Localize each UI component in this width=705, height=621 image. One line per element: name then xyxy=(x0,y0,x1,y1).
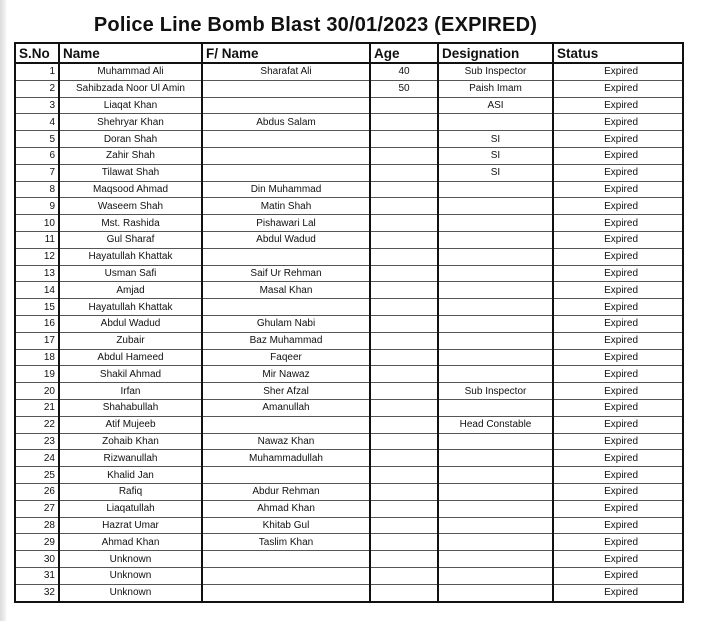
cell-status: Expired xyxy=(553,80,683,97)
cell-age: 50 xyxy=(370,80,438,97)
cell-age: 40 xyxy=(370,63,438,80)
cell-sno: 22 xyxy=(15,416,59,433)
cell-sno: 24 xyxy=(15,450,59,467)
cell-name: Sahibzada Noor Ul Amin xyxy=(59,80,202,97)
table-row xyxy=(15,483,683,500)
table-row xyxy=(15,567,683,584)
cell-father-name: Matin Shah xyxy=(202,198,370,215)
cell-sno: 18 xyxy=(15,349,59,366)
cell-status: Expired xyxy=(553,181,683,198)
cell-name: Abdul Hameed xyxy=(59,349,202,366)
victims-table xyxy=(14,42,684,603)
cell-age xyxy=(370,231,438,248)
cell-name: Irfan xyxy=(59,383,202,400)
cell-father-name xyxy=(202,467,370,484)
cell-father-name: Muhammadullah xyxy=(202,450,370,467)
cell-designation xyxy=(438,181,553,198)
cell-age xyxy=(370,97,438,114)
cell-status: Expired xyxy=(553,534,683,551)
cell-designation: Head Constable xyxy=(438,416,553,433)
cell-name: Khalid Jan xyxy=(59,467,202,484)
cell-designation xyxy=(438,282,553,299)
table-row xyxy=(15,315,683,332)
cell-name: Zohaib Khan xyxy=(59,433,202,450)
cell-age xyxy=(370,517,438,534)
table-row xyxy=(15,534,683,551)
cell-age xyxy=(370,215,438,232)
cell-father-name: Sher Afzal xyxy=(202,383,370,400)
cell-age xyxy=(370,366,438,383)
cell-age xyxy=(370,383,438,400)
cell-status: Expired xyxy=(553,114,683,131)
cell-name: Amjad xyxy=(59,282,202,299)
table-row xyxy=(15,114,683,131)
cell-designation xyxy=(438,231,553,248)
cell-sno: 21 xyxy=(15,399,59,416)
cell-name: Abdul Wadud xyxy=(59,315,202,332)
cell-designation: Sub Inspector xyxy=(438,383,553,400)
cell-father-name: Mir Nawaz xyxy=(202,366,370,383)
cell-father-name: Nawaz Khan xyxy=(202,433,370,450)
cell-father-name xyxy=(202,551,370,568)
cell-status: Expired xyxy=(553,383,683,400)
cell-designation: Sub Inspector xyxy=(438,63,553,80)
cell-father-name xyxy=(202,131,370,148)
cell-name: Doran Shah xyxy=(59,131,202,148)
cell-status: Expired xyxy=(553,584,683,601)
cell-father-name xyxy=(202,299,370,316)
table-row xyxy=(15,399,683,416)
cell-status: Expired xyxy=(553,399,683,416)
page-edge xyxy=(0,0,6,621)
cell-status: Expired xyxy=(553,416,683,433)
cell-sno: 31 xyxy=(15,567,59,584)
cell-age xyxy=(370,181,438,198)
cell-father-name: Sharafat Ali xyxy=(202,63,370,80)
cell-designation xyxy=(438,584,553,601)
cell-status: Expired xyxy=(553,467,683,484)
cell-designation xyxy=(438,551,553,568)
cell-father-name: Abdus Salam xyxy=(202,114,370,131)
cell-father-name: Pishawari Lal xyxy=(202,215,370,232)
cell-sno: 28 xyxy=(15,517,59,534)
table-row xyxy=(15,299,683,316)
cell-sno: 2 xyxy=(15,80,59,97)
cell-sno: 6 xyxy=(15,147,59,164)
cell-father-name xyxy=(202,97,370,114)
cell-sno: 17 xyxy=(15,332,59,349)
table-row xyxy=(15,97,683,114)
cell-status: Expired xyxy=(553,315,683,332)
cell-father-name: Saif Ur Rehman xyxy=(202,265,370,282)
cell-designation xyxy=(438,483,553,500)
table-body xyxy=(15,63,683,602)
cell-age xyxy=(370,416,438,433)
cell-age xyxy=(370,534,438,551)
col-header-age: Age xyxy=(370,43,438,63)
cell-age xyxy=(370,450,438,467)
cell-status: Expired xyxy=(553,349,683,366)
cell-sno: 11 xyxy=(15,231,59,248)
table-row xyxy=(15,63,683,80)
cell-designation xyxy=(438,399,553,416)
cell-designation xyxy=(438,567,553,584)
cell-name: Unknown xyxy=(59,584,202,601)
cell-status: Expired xyxy=(553,517,683,534)
cell-age xyxy=(370,164,438,181)
cell-father-name: Taslim Khan xyxy=(202,534,370,551)
col-header-father-name: F/ Name xyxy=(202,43,370,63)
cell-age xyxy=(370,265,438,282)
col-header-designation: Designation xyxy=(438,43,553,63)
cell-status: Expired xyxy=(553,147,683,164)
cell-name: Hayatullah Khattak xyxy=(59,248,202,265)
cell-status: Expired xyxy=(553,215,683,232)
cell-status: Expired xyxy=(553,282,683,299)
table-row xyxy=(15,147,683,164)
cell-age xyxy=(370,551,438,568)
cell-age xyxy=(370,399,438,416)
cell-name: Muhammad Ali xyxy=(59,63,202,80)
cell-name: Hayatullah Khattak xyxy=(59,299,202,316)
cell-designation: SI xyxy=(438,147,553,164)
cell-sno: 12 xyxy=(15,248,59,265)
cell-status: Expired xyxy=(553,450,683,467)
cell-name: Hazrat Umar xyxy=(59,517,202,534)
col-header-status: Status xyxy=(553,43,683,63)
cell-age xyxy=(370,584,438,601)
cell-status: Expired xyxy=(553,299,683,316)
table-row xyxy=(15,467,683,484)
cell-designation: SI xyxy=(438,131,553,148)
cell-name: Shakil Ahmad xyxy=(59,366,202,383)
cell-designation xyxy=(438,467,553,484)
table-row xyxy=(15,433,683,450)
cell-name: Maqsood Ahmad xyxy=(59,181,202,198)
cell-father-name xyxy=(202,164,370,181)
cell-status: Expired xyxy=(553,265,683,282)
cell-designation xyxy=(438,500,553,517)
cell-name: Atif Mujeeb xyxy=(59,416,202,433)
cell-status: Expired xyxy=(553,231,683,248)
col-header-sno: S.No xyxy=(15,43,59,63)
cell-designation xyxy=(438,114,553,131)
cell-father-name: Abdur Rehman xyxy=(202,483,370,500)
cell-name: Waseem Shah xyxy=(59,198,202,215)
cell-sno: 1 xyxy=(15,63,59,80)
cell-sno: 13 xyxy=(15,265,59,282)
cell-father-name xyxy=(202,80,370,97)
cell-designation xyxy=(438,215,553,232)
cell-status: Expired xyxy=(553,131,683,148)
cell-age xyxy=(370,567,438,584)
cell-name: Tilawat Shah xyxy=(59,164,202,181)
cell-father-name: Abdul Wadud xyxy=(202,231,370,248)
table-row xyxy=(15,131,683,148)
cell-age xyxy=(370,332,438,349)
cell-status: Expired xyxy=(553,97,683,114)
cell-name: Ahmad Khan xyxy=(59,534,202,551)
cell-name: Liaqatullah xyxy=(59,500,202,517)
cell-status: Expired xyxy=(553,500,683,517)
cell-designation xyxy=(438,332,553,349)
table-row xyxy=(15,349,683,366)
cell-father-name xyxy=(202,584,370,601)
cell-sno: 23 xyxy=(15,433,59,450)
cell-name: Mst. Rashida xyxy=(59,215,202,232)
cell-sno: 10 xyxy=(15,215,59,232)
cell-name: Zubair xyxy=(59,332,202,349)
cell-father-name: Khitab Gul xyxy=(202,517,370,534)
cell-age xyxy=(370,147,438,164)
cell-age xyxy=(370,500,438,517)
cell-status: Expired xyxy=(553,433,683,450)
cell-sno: 25 xyxy=(15,467,59,484)
cell-designation xyxy=(438,265,553,282)
col-header-name: Name xyxy=(59,43,202,63)
cell-status: Expired xyxy=(553,483,683,500)
table-row xyxy=(15,551,683,568)
table-row xyxy=(15,80,683,97)
cell-father-name: Ahmad Khan xyxy=(202,500,370,517)
table-row xyxy=(15,282,683,299)
cell-designation: Paish Imam xyxy=(438,80,553,97)
header-row xyxy=(15,43,683,63)
table-row xyxy=(15,383,683,400)
cell-sno: 19 xyxy=(15,366,59,383)
cell-sno: 9 xyxy=(15,198,59,215)
cell-age xyxy=(370,483,438,500)
cell-age xyxy=(370,433,438,450)
cell-father-name: Amanullah xyxy=(202,399,370,416)
cell-father-name: Baz Muhammad xyxy=(202,332,370,349)
cell-sno: 7 xyxy=(15,164,59,181)
cell-age xyxy=(370,198,438,215)
cell-name: Shahabullah xyxy=(59,399,202,416)
cell-designation xyxy=(438,450,553,467)
cell-sno: 5 xyxy=(15,131,59,148)
cell-designation xyxy=(438,299,553,316)
cell-status: Expired xyxy=(553,551,683,568)
cell-designation xyxy=(438,248,553,265)
cell-sno: 14 xyxy=(15,282,59,299)
cell-father-name: Din Muhammad xyxy=(202,181,370,198)
table-row xyxy=(15,265,683,282)
table-row xyxy=(15,584,683,601)
cell-sno: 30 xyxy=(15,551,59,568)
cell-designation xyxy=(438,315,553,332)
table-row xyxy=(15,500,683,517)
cell-father-name: Masal Khan xyxy=(202,282,370,299)
cell-status: Expired xyxy=(553,198,683,215)
cell-age xyxy=(370,114,438,131)
cell-age xyxy=(370,315,438,332)
cell-status: Expired xyxy=(553,567,683,584)
cell-sno: 15 xyxy=(15,299,59,316)
table-row xyxy=(15,450,683,467)
cell-father-name: Ghulam Nabi xyxy=(202,315,370,332)
cell-father-name xyxy=(202,147,370,164)
table-row xyxy=(15,248,683,265)
cell-name: Rizwanullah xyxy=(59,450,202,467)
table-row xyxy=(15,181,683,198)
cell-sno: 4 xyxy=(15,114,59,131)
cell-age xyxy=(370,282,438,299)
table-row xyxy=(15,517,683,534)
cell-designation xyxy=(438,534,553,551)
cell-age xyxy=(370,131,438,148)
cell-name: Shehryar Khan xyxy=(59,114,202,131)
cell-designation xyxy=(438,517,553,534)
table-row xyxy=(15,215,683,232)
cell-sno: 3 xyxy=(15,97,59,114)
cell-father-name xyxy=(202,416,370,433)
page-title xyxy=(0,14,705,37)
table-row xyxy=(15,198,683,215)
cell-sno: 27 xyxy=(15,500,59,517)
cell-name: Liaqat Khan xyxy=(59,97,202,114)
cell-status: Expired xyxy=(553,164,683,181)
cell-designation: SI xyxy=(438,164,553,181)
cell-sno: 26 xyxy=(15,483,59,500)
cell-name: Zahir Shah xyxy=(59,147,202,164)
cell-age xyxy=(370,349,438,366)
cell-father-name: Faqeer xyxy=(202,349,370,366)
cell-designation xyxy=(438,433,553,450)
cell-name: Rafiq xyxy=(59,483,202,500)
cell-designation xyxy=(438,366,553,383)
cell-sno: 16 xyxy=(15,315,59,332)
cell-status: Expired xyxy=(553,366,683,383)
cell-sno: 8 xyxy=(15,181,59,198)
cell-name: Usman Safi xyxy=(59,265,202,282)
cell-designation: ASI xyxy=(438,97,553,114)
cell-status: Expired xyxy=(553,332,683,349)
cell-sno: 29 xyxy=(15,534,59,551)
table-row xyxy=(15,332,683,349)
table-row xyxy=(15,416,683,433)
cell-status: Expired xyxy=(553,248,683,265)
cell-father-name xyxy=(202,248,370,265)
table-row xyxy=(15,366,683,383)
cell-age xyxy=(370,299,438,316)
cell-designation xyxy=(438,198,553,215)
cell-name: Unknown xyxy=(59,551,202,568)
cell-sno: 32 xyxy=(15,584,59,601)
cell-age xyxy=(370,248,438,265)
table-row xyxy=(15,164,683,181)
cell-designation xyxy=(438,349,553,366)
page-title-text: Police Line Bomb Blast 30/01/2023 (EXPIRED) xyxy=(93,14,538,36)
cell-name: Unknown xyxy=(59,567,202,584)
cell-age xyxy=(370,467,438,484)
cell-sno: 20 xyxy=(15,383,59,400)
cell-name: Gul Sharaf xyxy=(59,231,202,248)
table-row xyxy=(15,231,683,248)
cell-father-name xyxy=(202,567,370,584)
cell-status: Expired xyxy=(553,63,683,80)
